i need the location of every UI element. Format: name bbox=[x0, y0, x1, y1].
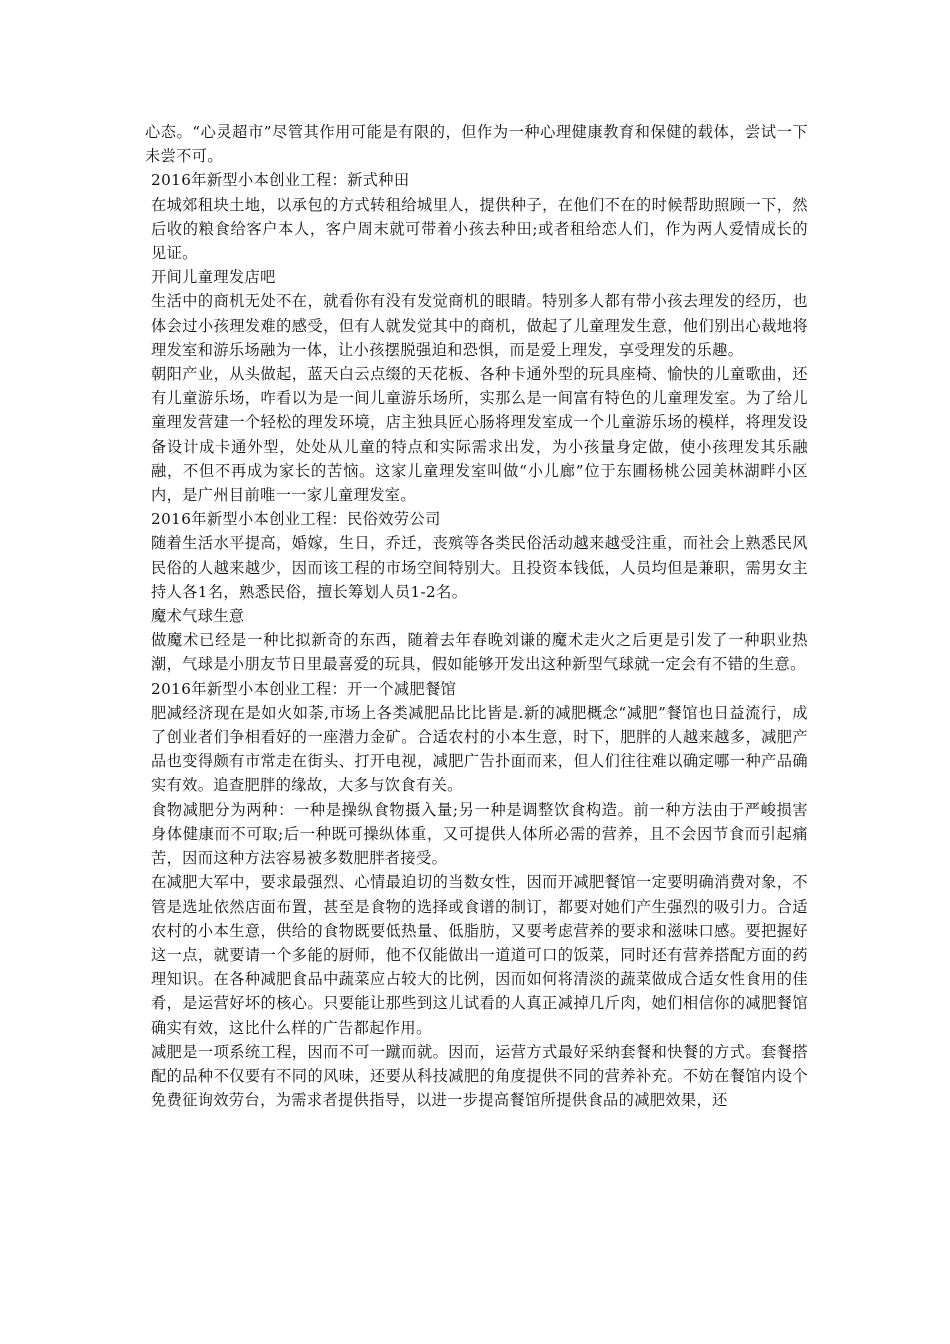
section-heading-kids-barber: 开间儿童理发店吧 bbox=[151, 268, 276, 287]
paragraph-diet-restaurant-3: 在减肥大军中，要求最强烈、心情最迫切的当数女性，因而开减肥餐馆一定要明确消费对象，不管是选址依然店面布置，甚至是食物的选择或食谱的制订，都要对她们产生强烈的吸引力。合适农村的小本生意，供给的食物既要低热量、低脂肪，又要考虑营养的要求和滋味口感。要把握好这一点，就要请一个多能的厨师，他不仅能做出一道道可口的饭菜，同时还有营养搭配方面的药理知识。在各种减肥食品中蔬菜应占较大的比例，因而如何将清淡的蔬菜做成合适女性食用的佳肴，是运营好坏的核心。只要能让那些到这儿试看的人真正减掉几斤肉，她们相信你的减肥餐馆确实有效，这比什么样的广告都起作用。 bbox=[151, 873, 808, 1037]
paragraph-diet-restaurant-4: 减肥是一项系统工程，因而不可一蹴而就。因而，运营方式最好采纳套餐和快餐的方式。套餐搭配的品种不仅要有不同的风味，还要从科技减肥的角度提供不同的营养补充。不妨在餐馆内设个免费征询效劳台，为需求者提供指导，以进一步提高餐馆所提供食品的减肥效果，还 bbox=[151, 1042, 808, 1110]
section-heading-magic-balloon: 魔术气球生意 bbox=[151, 607, 245, 626]
section-heading-folk-service: 2016年新型小本创业工程：民俗效劳公司 bbox=[151, 510, 441, 529]
paragraph-kids-barber-1: 生活中的商机无处不在，就看你有没有发觉商机的眼睛。特别多人都有带小孩去理发的经历，也体会过小孩理发难的感受，但有人就发觉其中的商机，做起了儿童理发生意，他们别出心裁地将理发室和游乐场融为一体，让小孩摆脱强迫和恐惧，而是爱上理发，享受理发的乐趣。 bbox=[151, 292, 808, 359]
paragraph-diet-restaurant-1: 肥减经济现在是如火如荼,市场上各类减肥品比比皆是.新的减肥概念“减肥”餐馆也日益流行，成了创业者们争相看好的一座潜力金矿。合适农村的小本生意，时下，肥胖的人越来越多，减肥产品也变得颇有市常走在街头、打开电视，减肥广告扑面而来，但人们往往难以确定哪一种产品确实有效。追查肥胖的缘故，大多与饮食有关。 bbox=[151, 703, 808, 795]
section-heading-diet-restaurant: 2016年新型小本创业工程：开一个减肥餐馆 bbox=[151, 679, 457, 698]
paragraph-folk-service: 随着生活水平提高，婚嫁，生日，乔迁，丧殡等各类民俗活动越来越受注重，而社会上熟悉民风民俗的人越来越少，因而该工程的市场空间特别大。且投资本钱低，人员均但是兼职，需男女主持人各1名，熟悉民俗，擅长筹划人员1-2名。 bbox=[151, 534, 808, 601]
paragraph-kids-barber-2: 朝阳产业，从头做起，蓝天白云点缀的天花板、各种卡通外型的玩具座椅、愉快的儿童歌曲，还有儿童游乐场，咋看以为是一间儿童游乐场所，实那么是一间富有特色的儿童理发室。为了给儿童理发营建一个轻松的理发环境，店主独具匠心肠将理发室成一个儿童游乐场的模样，将理发设备设计成卡通外型，处处从儿童的特点和实际需求出发，为小孩量身定做，使小孩理发其乐融融，不但不再成为家长的苦恼。这家儿童理发室叫做“小儿廊”位于东圃杨桃公园美林湖畔小区内，是广州目前唯一一家儿童理发室。 bbox=[151, 365, 808, 505]
paragraph-diet-restaurant-2: 食物减肥分为两种：一种是操纵食物摄入量;另一种是调整饮食构造。前一种方法由于严峻损害身体健康而不可取;后一种既可操纵体重，又可提供人体所必需的营养，且不会因节食而引起痛苦，因而这种方法容易被多数肥胖者接受。 bbox=[151, 800, 808, 868]
paragraph-magic-balloon: 做魔术已经是一种比拟新奇的东西，随着去年春晚刘谦的魔术走火之后更是引发了一种职业热潮，气球是小朋友节日里最喜爱的玩具，假如能够开发出这种新型气球就一定会有不错的生意。 bbox=[151, 631, 808, 674]
paragraph-intro-continuation: 心态。“心灵超市”尽管其作用可能是有限的，但作为一种心理健康教育和保健的载体，尝试一下未尝不可。 bbox=[145, 123, 808, 166]
document-page bbox=[145, 120, 808, 1112]
paragraph-new-farming: 在城郊租块土地，以承包的方式转租给城里人，提供种子，在他们不在的时候帮助照顾一下，然后收的粮食给客户本人，客户周末就可带着小孩去种田;或者租给恋人们，作为两人爱情成长的见证。 bbox=[151, 195, 808, 263]
section-heading-new-farming: 2016年新型小本创业工程：新式种田 bbox=[151, 171, 410, 190]
